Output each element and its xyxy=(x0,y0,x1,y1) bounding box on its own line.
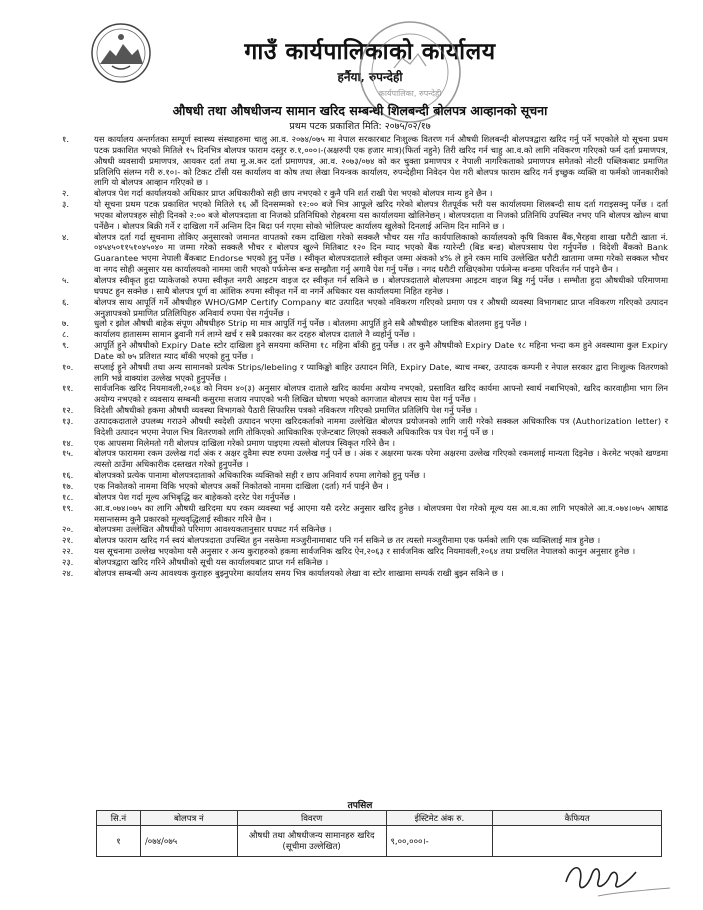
list-item: ११. सार्वजनिक खरिद नियमावली,२०६४ को नियम ४०(३) अनुसार बोलपत्र दाताले खरिद कार्यमा अयोग्य नभएको, प्रस्तावित खरिद कार्यमा आफ्नो स्वार्थ नबाभिएको, खरिद कारवाहीमा भाग लिन अयोग्य नभएको र व्यवसाय सम्बन्धी कसुरमा सजाय नपाएको भनी लिखित घोषणा भएको कागजात बोलपत्र साथ पेश गर्नु पर्नेछ । xyxy=(62,383,668,405)
table-cell-estimate: ९,००,०००।- xyxy=(386,826,493,857)
list-item: ६. बोलपत्र साथ आपूर्ति गर्ने औषधीहरु WHO/GMP Certify Company बाट उत्पादित भएको नविकरण गरिएको प्रमाण पत्र र औषधी व्यवस्था विभागबाट प्राप्त नविकरण गरिएको उत्पादन अनुज्ञापत्रको प्रमाणित प्रतिलिपिहरु अनिवार्य रुपमा पेस गर्नुपर्नेछ । xyxy=(62,296,668,318)
table-caption: तपसिल xyxy=(347,801,373,811)
list-item: ३. यो सूचना प्रथम पटक प्रकाशित भएको मितिले १६ औं दिनसम्मको १२:०० बजे भित्र आफूले खरिद गरेको बोलपत्र रीतपूर्वक भरी यस कार्यालयमा शिलबन्दी साथ दर्ता गराइसक्नु पर्नेछ । दर्ता भएका बोलपत्रहरु सोही दिनको २:०० बजे बोलपत्रदाता वा निजको प्रतिनिधिको रोहबरमा यस कार्यालयमा खोलिनेछन् । बोलपत्रदाता वा निजको प्रतिनिधि उपस्थित नभए पनि बोलपत्र खोल्न बाधा पर्नेछैन । बोलपत्र बिक्री गर्ने र दाखिला गर्ने अन्तिम दिन बिदा पर्न गएमा सोको भोलिपल्ट कार्यालय खुलेको दिनलाई अन्तिम दिन मानिने छ । xyxy=(62,199,668,231)
list-item: २३. बोलपत्रद्वारा खरिद गरिने औषधीको सूची यस कार्यालयबाट प्राप्त गर्न सकिनेछ । xyxy=(62,556,329,567)
list-item: २४. बोलपत्र सम्बन्धी अन्य आवश्यक कुराहरु बुझ्नुपरेमा कार्यालय समय भित्र कार्यालयको लेखा वा स्टोर शाखामा सम्पर्क राखी बुझ्न सकिने छ । xyxy=(62,567,504,578)
office-subtitle: हर्नैया, रुपन्देही xyxy=(337,70,403,84)
list-item: ८. कार्यालय हातासम्म सामान ढुवानी गर्न लाग्ने खर्च र सबै प्रकारका कर दरहरु बोलपत्र दाताले नै व्यहोर्नु पर्नेछ । xyxy=(62,329,416,340)
list-item: २०. बोलपत्रमा उल्लेखित औषधीको परिमाण आवश्यकतानुसार घपघट गर्न सकिनेछ । xyxy=(62,524,332,535)
list-item: ५. बोलपत्र स्वीकृत हुदा प्याकेजको रुपमा स्वीकृत नगरी आइटम वाइज दर स्वीकृत गर्न सकिने छ । बोलपत्रदाताले बोलपत्रमा आइटम वाइज बिड्ड गर्नु पर्नेछ । सम्भौता हुदा औषधीको परिमाणमा घपघट हुन सक्नेछ । साथै बोलपत्र पूर्ण वा आंशिक रुपमा स्वीकृत गर्ने वा नगर्ने अधिकार यस कार्यालयमा निहित रहनेछ । xyxy=(62,274,668,296)
publication-date: प्रथम पटक प्रकाशित मिति: २०७५/०२/१७ xyxy=(289,121,431,132)
list-item: १६. बोलपत्रको प्रत्येक पानामा बोलपत्रदाताको अधिकारिक व्यक्तिको सही र छाप अनिवार्य रुपमा लागेको हुनु पर्नेछ । xyxy=(62,470,426,481)
list-item: १. यस कार्यालय अन्तर्गतका सम्पूर्ण स्वास्थ्य संस्थाहरुमा चालु आ.व. २०७४/०७५ मा नेपाल सरकारबाट निःशुल्क वितरण गर्न औषधी शिलबन्दी बोलपत्रद्वारा खरिद गर्नु पर्ने भएकोले यो सूचना प्रथम पटक प्रकाशित भएको मितिले १५ दिनभित्र बोलपत्र फाराम दस्तुर रु.१,०००।-(अक्षरुपी एक हजार मात्र)(फिर्ता नहुने) तिरी खरिद गर्न चाहु आ.व.को लागि नविकरण गरिएको फर्म दर्ता प्रमाणपत्र, औषधी व्यवसायी प्रमाणपत्र, आयकर दर्ता तथा मु.अ.कर दर्ता प्रमाणपत्र, आ.व. २०७३/०७४ को कर चुक्ता प्रमाणपत्र र नेपाली नागरिकताको प्रमाणपत्र समेतको नोटरी पब्लिकबाट प्रमाणित प्रतिलिपि संलग्न गरी रु.१०।- को टिकट टाँसी यस कार्यालय वा कोष तथा लेखा नियन्त्रक कार्यालय, रुपन्देहीमा निवेदन पेश गरी बोलपत्र फाराम खरिद गर्न इच्छुक व्यक्ति वा फर्मको जानकारीको लागि यो बोलपत्र आव्हान गरिएको छ । xyxy=(62,134,668,188)
notice-title: औषधी तथा औषधीजन्य सामान खरिद सम्बन्धी शिलबन्दी बोलपत्र आव्हानको सूचना xyxy=(172,103,548,118)
list-item: १९. आ.व.०७४।०७५ का लागि औषधी खरिदमा थप रकम व्यवस्था भई आएमा यसै दररेट अनुसार खरिद हुनेछ । बोलपत्रमा पेश गरेको मूल्य यस आ.व.का लागि भएकोले आ.व.०७४।०७५ आषाढ मसान्तसम्म कुनै प्रकारको मूल्यवृद्धिलाई स्वीकार गरिने छैन । xyxy=(62,502,668,524)
signature-icon xyxy=(558,852,678,908)
list-item: १४. एक आपसमा मिलेमतो गरी बोलपत्र दाखिला गरेको प्रमाण पाइएमा त्यस्तो बोलपत्र स्विकृत गरिने छैन । xyxy=(62,437,395,448)
list-item: १०. सप्लाई हुने औषधी तथा अन्य सामानको प्रत्येक Strips/lebeling र प्याकिङ्को बाहिर उत्पादन मिति, Expiry Date, ब्याच नम्बर, उत्पादक कम्पनी र नेपाल सरकार द्वारा निःशुल्क वितरणको लागि भन्ने वाक्यांश उल्लेख भएको हुनुपर्नेछ । xyxy=(62,361,668,383)
bid-schedule-table xyxy=(96,810,662,857)
list-item: ९. आपूर्ति हुने औषधीको Expiry Date स्टोर दाखिला हुने समयमा कम्तिमा १८ महिना बाँकी हुनु पर्नेछ । तर कुनै औषधीको Expiry Date १८ महिना भन्दा कम हुने अवस्थामा कुल Expiry Date को ७५ प्रतिशत म्याद बाँकी भएको हुनु पर्नेछ । xyxy=(62,340,668,361)
list-item: १७. एक निकोतको नाममा विकि भएको बोलपत्र अर्को निकोतको नाममा दाखिला (दर्ता) गर्न पाईने छैन । xyxy=(62,481,389,491)
list-item: २१. बोलपत्र फाराम खरिद गर्न स्वयं बोलपत्रदाता उपस्थित हुन नसकेमा मञ्जुरीनामाबाट पनि गर्न सकिने छ तर त्यस्तो मञ्जुरीनामा एक फर्मको लागि एक व्यक्तिलाई मात्र हुनेछ । xyxy=(62,535,601,546)
list-item: ७. धुलो र झोल औषधी बाहेक संपूण औषधीहरु Strip मा मात्र आपुर्ति गर्नु पर्नेछ । बोतलमा आपुर्ति हुने सबै औषधीहरु प्लाष्टिक बोतलमा हुनु पर्नेछ । xyxy=(62,318,527,329)
column-header: विवरण xyxy=(237,811,386,826)
list-item: २. बोलपत्र पेश गर्दा कार्यालयको अधिकार प्राप्त अधिकारीको सही छाप नभएको र कुनै पनि शर्त राखी पेश भएको बोलपत्र मान्य हुने छैन । xyxy=(62,188,493,199)
table-cell-sn: १ xyxy=(97,826,141,857)
column-header: बोलपत्र नं xyxy=(140,811,237,826)
table-cell-description: औषधी तथा औषधीजन्य सामानहरु खरिद (सूचीमा उल्लेखित) xyxy=(237,826,386,857)
column-header: सि.नं xyxy=(97,811,141,826)
office-title: गाउँ कार्यपालिकाको कार्यालय xyxy=(244,38,496,65)
column-header: ईस्टिमेट अंक रु. xyxy=(386,811,493,826)
list-item: २२. यस सूचनामा उल्लेख भएकोमा यसै अनुसार र अन्य कुराहरुको हकमा सार्वजनिक खरिद ऐन,२०६३ र सार्वजनिक खरिद नियमावली,२०६४ तथा प्रचलित नेपालको कानुन अनुसार हुनेछ । xyxy=(62,546,636,557)
list-item: १८. बोलपत्र पेश गर्दा मूल्य अभिबृद्धि कर बाहेकको दररेट पेश गर्नुपर्नेछ । xyxy=(62,491,296,502)
nepal-emblem-icon xyxy=(90,22,152,84)
list-item: १५. बोलपत्र फाराममा रकम उल्लेख गर्दा अंक र अक्षर दुवैमा स्पष्ट रुपमा उल्लेख गर्नु पर्ने छ । अंक र अक्षरमा फरक परेमा अक्षरमा उल्लेख गरिएको रकमलाई मान्यता दिइनेछ । केरमेट भएको खण्डमा त्यस्तो ठाउँमा अधिकारीक दस्तखत गरेको हुनुपर्नेछ । xyxy=(62,448,668,470)
column-header: कैफियत xyxy=(493,811,662,826)
svg-text:कार्यपालिका, रुपन्देही: कार्यपालिका, रुपन्देही xyxy=(378,89,442,98)
list-item: ४. बोलपत्र दर्ता गर्दा सूचनामा तोकिए अनुसारको जमानत वापतको रकम दाखिला गरेको सक्कलै भौचर यस गाँउ कार्यपालिकाको कार्यालयको कृषि विकास बैंक,भैरहवा शाखा धरौटी खाता नं. ०४५४५०११५१०४५०४० मा जम्मा गरेको सक्कलै भौचर र बोलपत्र खुल्ने मितिबाट १२० दिन म्याद भएको बैंक ग्यारेन्टी (बिड बन्ड) बोलपत्रसाथ पेश गर्नुपर्नेछ । विदेशी बैंकको Bank Guarantee भएमा नेपाली बैंकबाट Endorse भएको हुनु पर्नेछ । स्वीकृत बोलपत्रदाताले स्वीकृत जम्मा अंकको ४% ले हुने रकम माथि उल्लेखित धरौटी खातामा जम्मा गरेको सक्कल भौचर वा नगद सोही अनुसार यस कार्यालयको नाममा जारी भएको पर्फमेन्स बन्ड सम्झौता गर्नु अगावै पेश गर्नु पर्नेछ । नगद धरौटी राखिएकोमा पर्फमेन्स बन्डमा परिवर्तन गर्न पाइने छैन । xyxy=(62,231,668,275)
notice-conditions-list xyxy=(58,134,668,579)
list-item: १२. विदेशी औषधीको हकमा औषधी व्यवस्था विभागको पैठारी सिफारिस पत्रको नविकरण गरिएको प्रमाणित प्रतिलिपि पेश गर्नु पर्नेछ । xyxy=(62,405,478,416)
table-cell-bid-no: /०७४/०७५ xyxy=(140,826,237,857)
table-header-row xyxy=(97,811,662,826)
list-item: १३. उत्पादकदाताले उपलब्ध गराउने औषधी स्वदेशी उत्पादन भएमा खरिदकर्ताको नाममा उल्लेखित बोलपत्र प्रयोजनको लागि जारी गरेको सक्कल अधिकारिक पत्र (Authorization letter) र विदेशी उत्पादन भएमा नेपाल भित्र वितरणको लागि तोकिएको आधिकारिक एजेन्टबाट लिएको सक्कलै अधिकारिक पत्र पेश गर्नु पर्ने छ । xyxy=(62,415,668,437)
